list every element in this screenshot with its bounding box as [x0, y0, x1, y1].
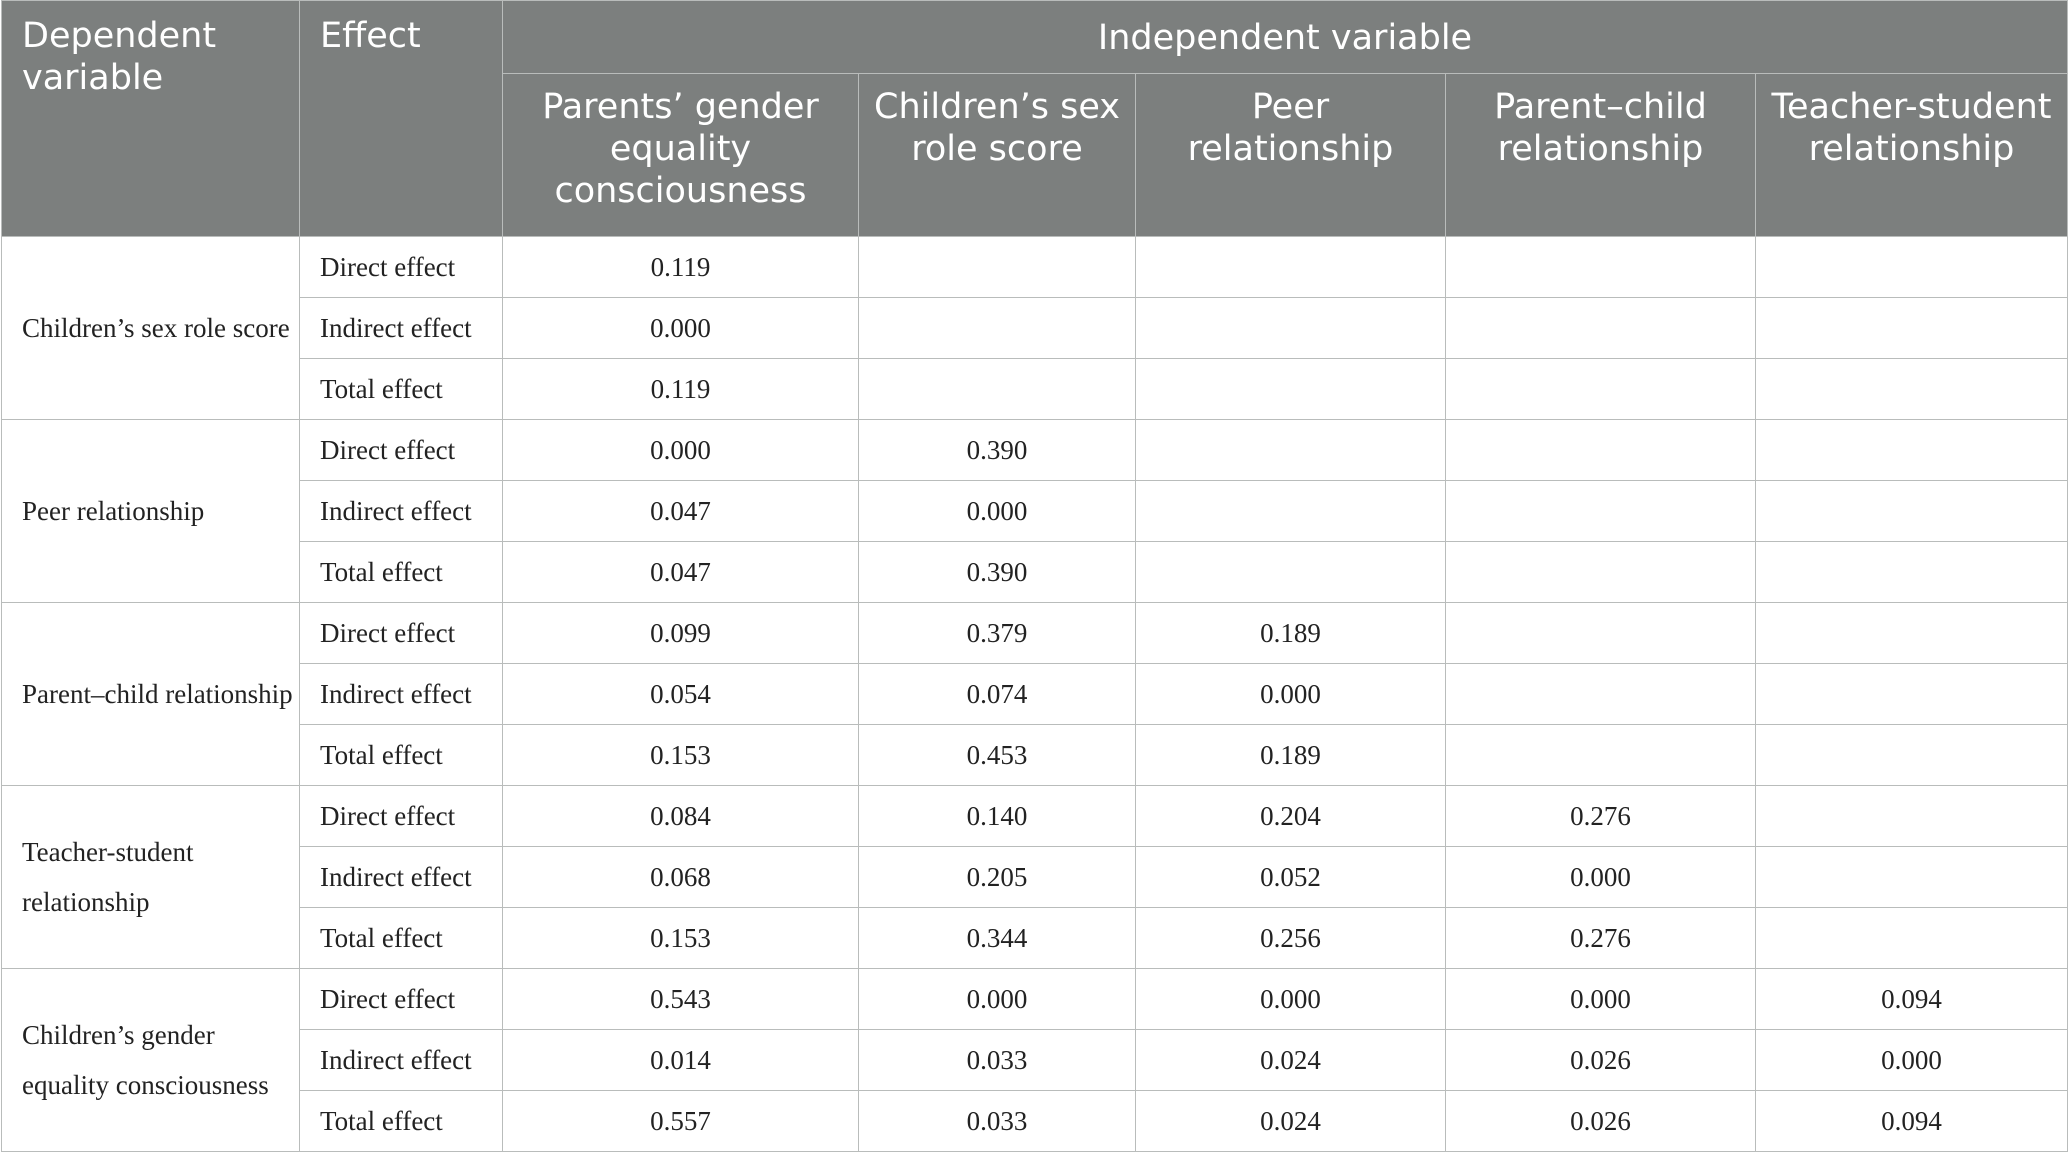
- value-cell: [1756, 237, 2068, 298]
- table-row: [2, 1030, 2068, 1091]
- value-cell: 0.000: [1446, 847, 1756, 908]
- value-cell: 0.084: [503, 786, 859, 847]
- effect-cell: Direct effect: [300, 603, 503, 664]
- value-cell: [1136, 298, 1446, 359]
- value-cell: 0.189: [1136, 603, 1446, 664]
- column-header: Parents’ gender equality consciousness: [503, 74, 859, 237]
- table-row: [2, 725, 2068, 786]
- effect-cell: Total effect: [300, 908, 503, 969]
- value-cell: 0.047: [503, 481, 859, 542]
- dependent-variable-cell: Children’s gender equality consciousness: [2, 969, 300, 1152]
- table-row: [2, 298, 2068, 359]
- value-cell: 0.024: [1136, 1030, 1446, 1091]
- value-cell: 0.119: [503, 237, 859, 298]
- value-cell: [1446, 359, 1756, 420]
- effect-cell: Total effect: [300, 359, 503, 420]
- effect-cell: Direct effect: [300, 420, 503, 481]
- table-header: [2, 1, 2068, 237]
- effect-cell: Indirect effect: [300, 298, 503, 359]
- value-cell: 0.000: [1756, 1030, 2068, 1091]
- value-cell: [1136, 542, 1446, 603]
- column-header: Peer relationship: [1136, 74, 1446, 237]
- value-cell: [1756, 603, 2068, 664]
- value-cell: 0.033: [859, 1030, 1136, 1091]
- table-row: [2, 1091, 2068, 1152]
- value-cell: 0.140: [859, 786, 1136, 847]
- dependent-variable-cell: Parent–child relationship: [2, 603, 300, 786]
- independent-variable-header: Independent variable: [503, 1, 2068, 74]
- value-cell: 0.276: [1446, 908, 1756, 969]
- column-header: Parent–child relationship: [1446, 74, 1756, 237]
- value-cell: 0.024: [1136, 1091, 1446, 1152]
- value-cell: [1756, 786, 2068, 847]
- value-cell: 0.205: [859, 847, 1136, 908]
- value-cell: 0.094: [1756, 1091, 2068, 1152]
- value-cell: [1446, 664, 1756, 725]
- value-cell: 0.256: [1136, 908, 1446, 969]
- effect-cell: Indirect effect: [300, 847, 503, 908]
- effect-header: Effect: [300, 1, 503, 237]
- value-cell: 0.014: [503, 1030, 859, 1091]
- value-cell: 0.543: [503, 969, 859, 1030]
- table-row: [2, 603, 2068, 664]
- value-cell: 0.119: [503, 359, 859, 420]
- value-cell: [1446, 603, 1756, 664]
- value-cell: [1756, 481, 2068, 542]
- value-cell: [859, 237, 1136, 298]
- value-cell: 0.000: [859, 481, 1136, 542]
- value-cell: 0.000: [1136, 664, 1446, 725]
- table-row: [2, 847, 2068, 908]
- value-cell: [1446, 237, 1756, 298]
- value-cell: 0.026: [1446, 1091, 1756, 1152]
- value-cell: 0.068: [503, 847, 859, 908]
- value-cell: [859, 298, 1136, 359]
- value-cell: 0.000: [859, 969, 1136, 1030]
- value-cell: [1756, 542, 2068, 603]
- value-cell: [1756, 359, 2068, 420]
- value-cell: [859, 359, 1136, 420]
- value-cell: 0.344: [859, 908, 1136, 969]
- effect-cell: Indirect effect: [300, 664, 503, 725]
- value-cell: [1136, 420, 1446, 481]
- value-cell: [1446, 725, 1756, 786]
- value-cell: 0.000: [1446, 969, 1756, 1030]
- value-cell: 0.000: [503, 298, 859, 359]
- value-cell: 0.557: [503, 1091, 859, 1152]
- value-cell: [1446, 420, 1756, 481]
- value-cell: 0.099: [503, 603, 859, 664]
- value-cell: 0.390: [859, 542, 1136, 603]
- value-cell: 0.390: [859, 420, 1136, 481]
- effect-cell: Direct effect: [300, 969, 503, 1030]
- column-header: Children’s sex role score: [859, 74, 1136, 237]
- value-cell: 0.453: [859, 725, 1136, 786]
- effect-cell: Direct effect: [300, 786, 503, 847]
- value-cell: [1756, 725, 2068, 786]
- effect-cell: Total effect: [300, 725, 503, 786]
- column-header: Teacher-student relationship: [1756, 74, 2068, 237]
- table-row: [2, 237, 2068, 298]
- effect-cell: Indirect effect: [300, 481, 503, 542]
- dependent-variable-cell: Children’s sex role score: [2, 237, 300, 420]
- value-cell: 0.153: [503, 908, 859, 969]
- value-cell: 0.074: [859, 664, 1136, 725]
- value-cell: [1136, 481, 1446, 542]
- value-cell: 0.047: [503, 542, 859, 603]
- table-row: [2, 664, 2068, 725]
- value-cell: [1756, 664, 2068, 725]
- effect-cell: Direct effect: [300, 237, 503, 298]
- value-cell: [1756, 298, 2068, 359]
- value-cell: 0.033: [859, 1091, 1136, 1152]
- value-cell: [1446, 298, 1756, 359]
- table-row: [2, 542, 2068, 603]
- effect-cell: Indirect effect: [300, 1030, 503, 1091]
- value-cell: [1756, 847, 2068, 908]
- value-cell: 0.094: [1756, 969, 2068, 1030]
- dependent-variable-cell: Teacher-student relationship: [2, 786, 300, 969]
- table-row: [2, 908, 2068, 969]
- value-cell: [1446, 481, 1756, 542]
- table-row: [2, 786, 2068, 847]
- table-row: [2, 969, 2068, 1030]
- table-row: [2, 420, 2068, 481]
- value-cell: [1136, 359, 1446, 420]
- value-cell: 0.026: [1446, 1030, 1756, 1091]
- value-cell: [1756, 908, 2068, 969]
- effect-cell: Total effect: [300, 542, 503, 603]
- value-cell: [1756, 420, 2068, 481]
- value-cell: 0.000: [503, 420, 859, 481]
- table-body: [2, 237, 2068, 1152]
- value-cell: [1446, 542, 1756, 603]
- effect-cell: Total effect: [300, 1091, 503, 1152]
- table-row: [2, 481, 2068, 542]
- dependent-variable-header: Dependent variable: [2, 1, 300, 237]
- effects-table: [1, 0, 2068, 1152]
- value-cell: 0.153: [503, 725, 859, 786]
- value-cell: 0.054: [503, 664, 859, 725]
- value-cell: 0.379: [859, 603, 1136, 664]
- value-cell: 0.204: [1136, 786, 1446, 847]
- value-cell: 0.276: [1446, 786, 1756, 847]
- table-row: [2, 359, 2068, 420]
- value-cell: 0.189: [1136, 725, 1446, 786]
- value-cell: [1136, 237, 1446, 298]
- value-cell: 0.052: [1136, 847, 1446, 908]
- value-cell: 0.000: [1136, 969, 1446, 1030]
- dependent-variable-cell: Peer relationship: [2, 420, 300, 603]
